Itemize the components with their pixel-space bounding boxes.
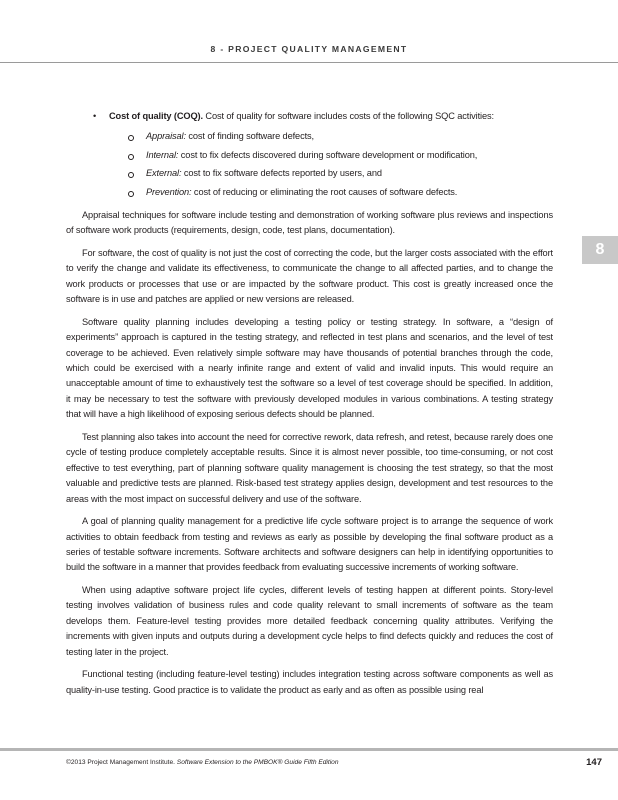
page-body — [66, 109, 553, 705]
list-item-text: cost of finding software defects, — [185, 131, 314, 142]
list-item — [66, 166, 553, 181]
coq-activity-list — [66, 129, 553, 200]
circle-bullet-icon — [128, 191, 134, 197]
bullet-term: Cost of quality (COQ). — [109, 111, 203, 121]
list-item-text: cost of reducing or eliminating the root causes of software defects. — [191, 186, 458, 197]
circle-bullet-icon — [128, 154, 134, 160]
paragraph-predictive-life-cycle: A goal of planning quality management for a predictive life cycle software project is to arrange the sequence of work activities to obtain feedback from testing and reviews as early as possible by developing the final software product as a series of testable software increments. Software architects and software designers can help in identifying opportunities to build the software in a manner that provides feedback from evaluating successive increments of working software. — [66, 516, 553, 573]
list-item-text: cost to fix defects discovered during software development or modification, — [178, 149, 478, 160]
running-header: 8 - PROJECT QUALITY MANAGEMENT — [210, 44, 408, 54]
list-item-label: Appraisal: — [146, 131, 186, 142]
paragraph-adaptive-life-cycle: When using adaptive software project life cycles, different levels of testing happen at different points. Story-level testing involves validation of business rules and code quality relevant to small increments of software as the team develops them. Feature-level testing provides more detailed feedback concerning quality attributes. Verifying the increments with given inputs and outputs during a development cycle helps to find defects quickly and reduces the cost of testing later in the project. — [66, 584, 553, 657]
list-item — [66, 185, 553, 200]
bullet-icon: • — [93, 111, 97, 121]
list-item — [66, 129, 553, 144]
list-item-label: Internal: — [146, 149, 179, 160]
circle-bullet-icon — [128, 135, 134, 141]
cost-of-quality-bullet — [66, 109, 553, 124]
footer-divider — [0, 748, 618, 751]
paragraph-test-planning: Test planning also takes into account the need for corrective rework, data refresh, and retest, because rarely does one cycle of testing produce completely acceptable results. Since it is almost never possible, too time-consuming, or not cost effective to test everything, part of planning software quality management is choosing the test strategy, so that the most valuable and predictive tests are planned. Risk-based test strategy applies design, development and test resources to the areas with the most impact on successful delivery and use of the software. — [66, 431, 553, 504]
footer-copyright: ©2013 Project Management Institute. — [66, 759, 177, 766]
footer-book-title: Software Extension to the PMBOK® Guide Fifth Edition — [176, 759, 339, 766]
paragraph-cost-of-quality: For software, the cost of quality is not just the cost of correcting the code, but the larger costs associated with the effort to verify the change and validate its effectiveness, to communicate the change to all affected parties, and to change the work products or processes that use or are impacted by the software product. This cost is greatly increased once the software is in use and patches are applied or new versions are released. — [66, 248, 553, 305]
list-item — [66, 148, 553, 163]
list-item-label: Prevention: — [146, 186, 192, 197]
page-number: 147 — [586, 757, 602, 768]
paragraph-quality-planning: Software quality planning includes developing a testing policy or testing strategy. In software, a “design of experiments” approach is captured in the testing strategy, and reflected in test plans and scenarios, and the level of test coverage to be achieved. Even relatively simple software may have thousands of potential branches through the code, which could be exercised with a nearly infinite range and extent of valid and invalid inputs. This would require an unacceptable amount of time to exhaustively test the software so a level of test coverage should be specified. In addition, it may be necessary to test the software with previously developed modules in various combinations. A testing strategy that will have a high likelihood of exposing serious defects should be planned. — [66, 316, 553, 420]
header-divider — [0, 62, 618, 63]
list-item-text: cost to fix software defects reported by users, and — [181, 168, 382, 179]
list-item-label: External: — [146, 168, 182, 179]
paragraph-functional-testing: Functional testing (including feature-level testing) includes integration testing across software components as well as quality-in-use testing. Good practice is to validate the product as early and as often as possible using real — [66, 669, 553, 695]
bullet-text: Cost of quality for software includes costs of the following SQC activities: — [202, 111, 494, 121]
footer-citation — [66, 759, 600, 766]
circle-bullet-icon — [128, 172, 134, 178]
chapter-tab[interactable]: 8 — [582, 236, 618, 264]
paragraph-appraisal: Appraisal techniques for software include testing and demonstration of working software plus reviews and inspections of software work products (requirements, design, code, test plans, documentation). — [66, 210, 553, 236]
